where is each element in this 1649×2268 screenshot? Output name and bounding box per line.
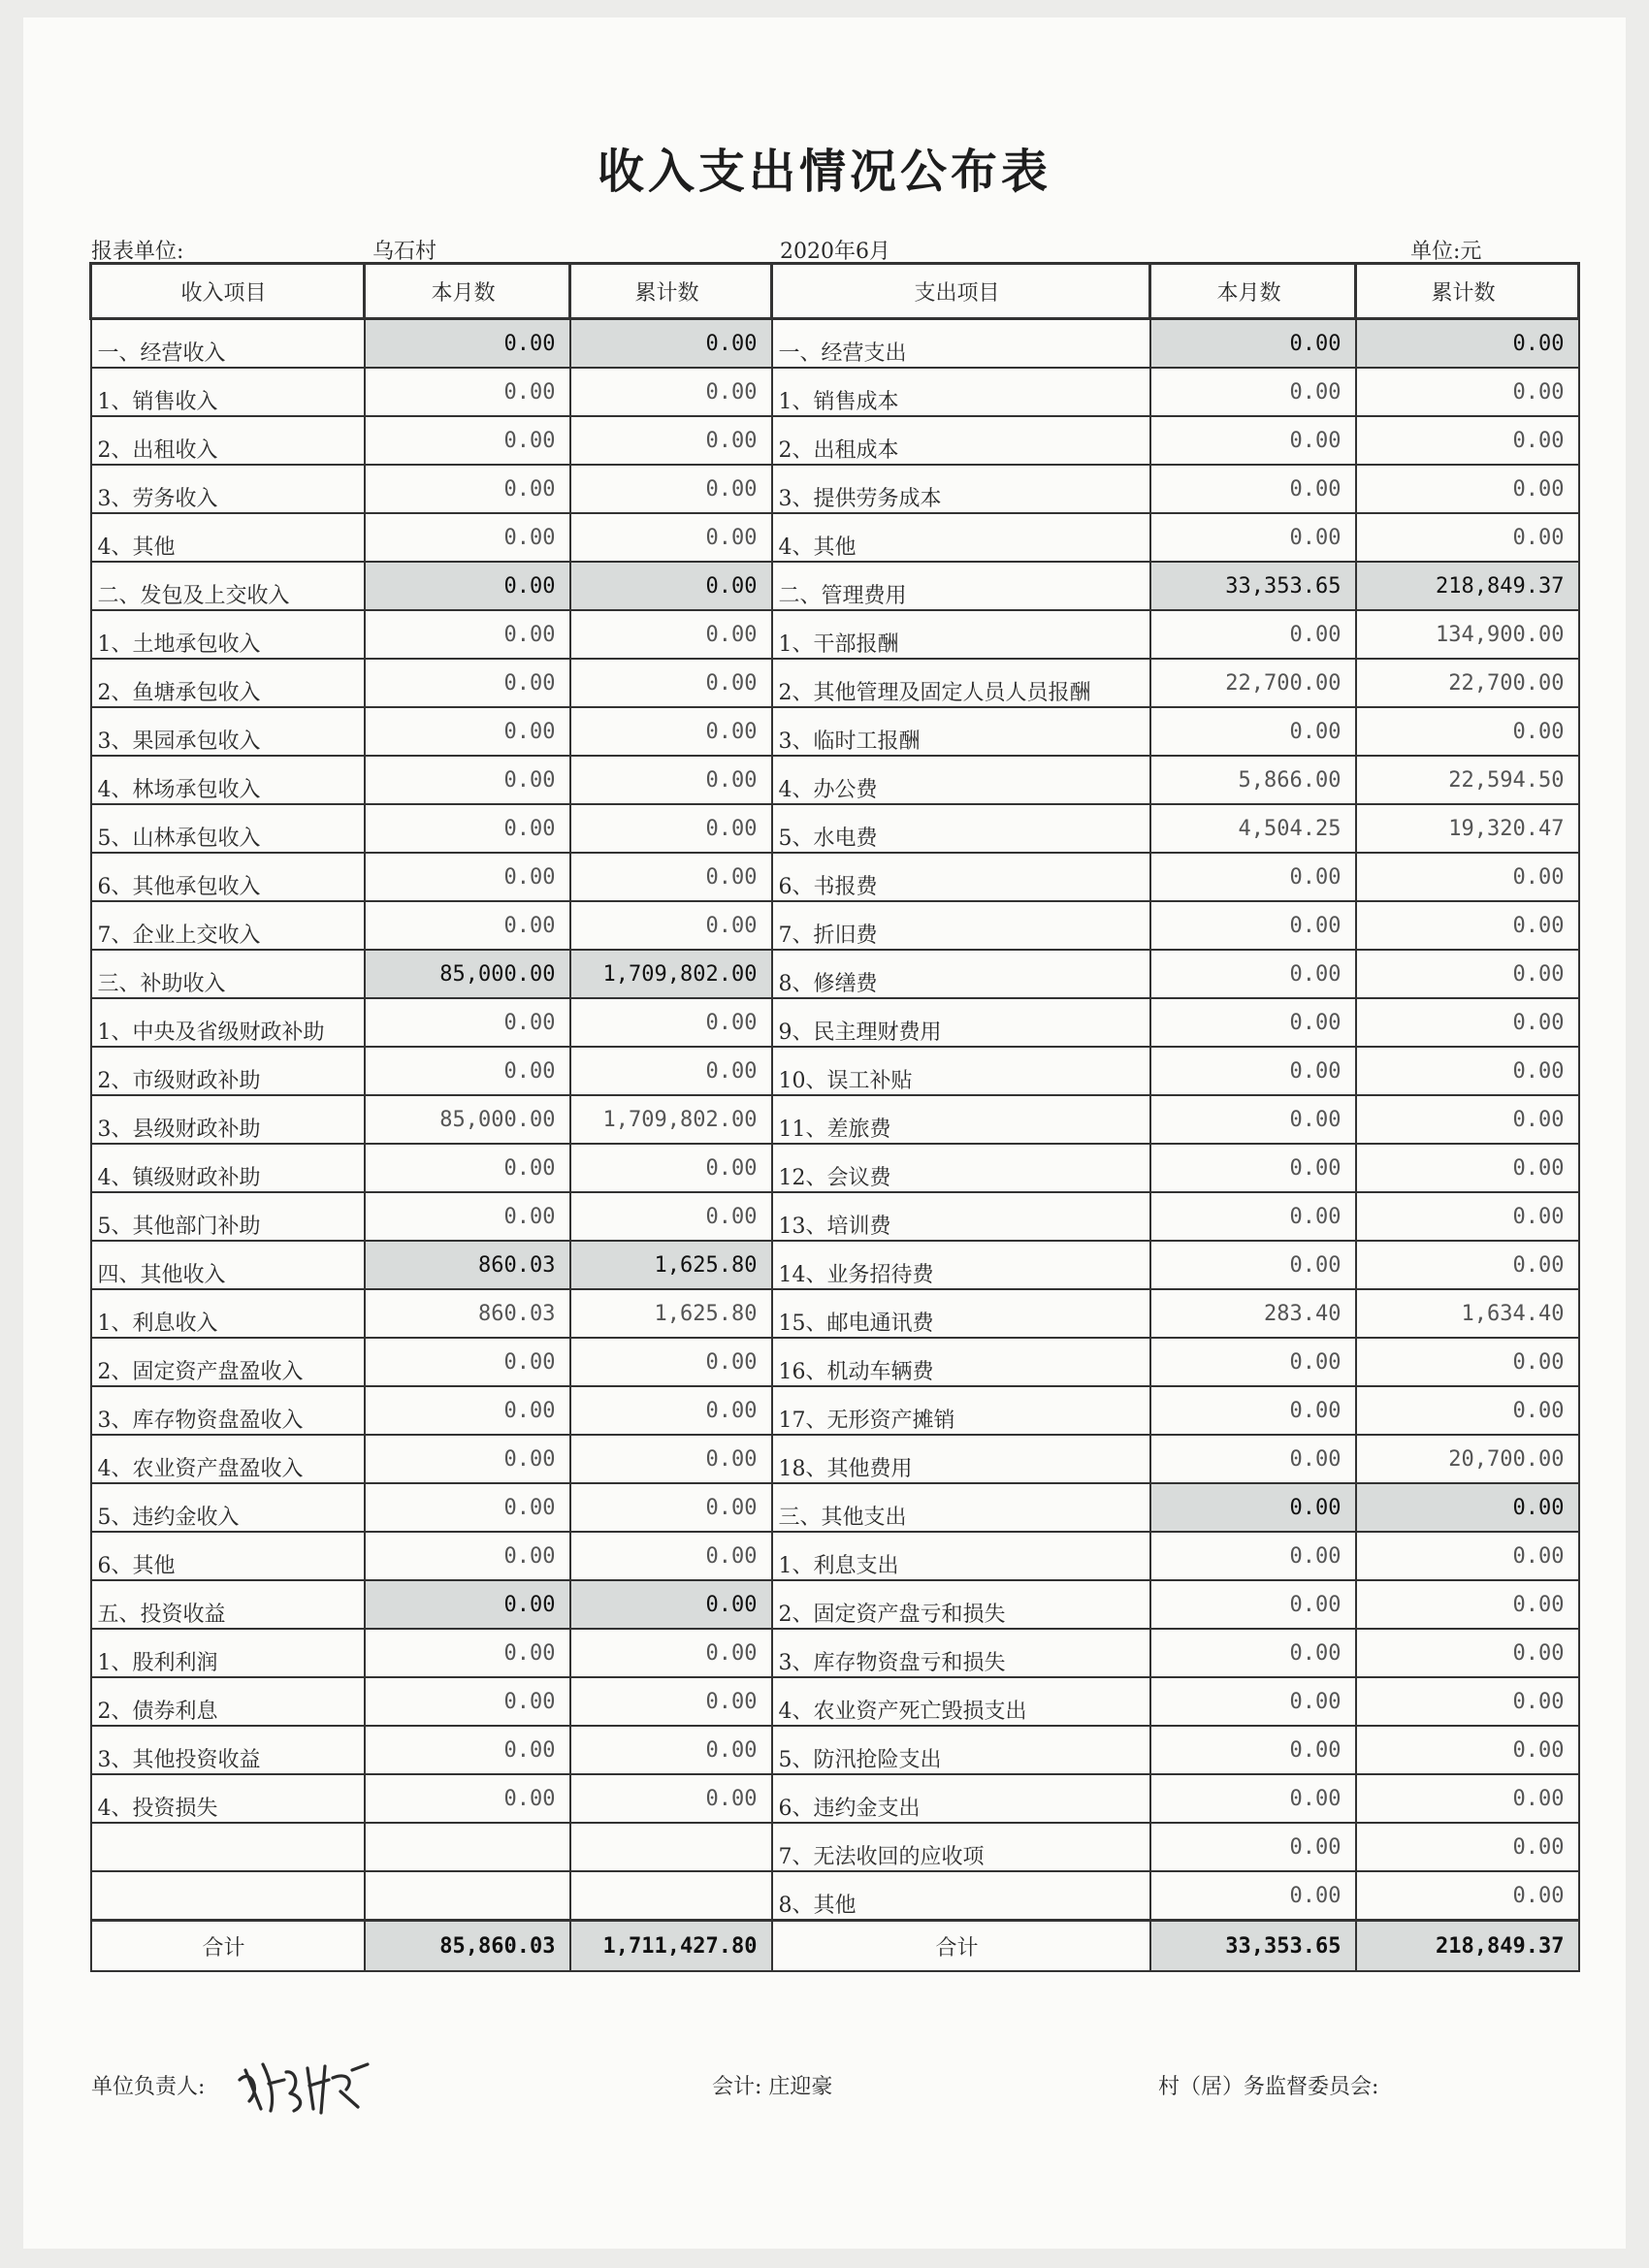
table-row — [91, 1532, 1579, 1580]
income-item — [91, 1823, 365, 1871]
expense-cumulative-value: 134,900.00 — [1356, 610, 1579, 659]
table-row — [91, 853, 1579, 901]
expense-month-value: 283.40 — [1150, 1289, 1356, 1338]
income-month-value: 0.00 — [365, 1677, 570, 1726]
income-cumulative-value: 0.00 — [570, 1532, 772, 1580]
expense-item: 11、差旅费 — [772, 1095, 1150, 1144]
expense-cumulative-value: 19,320.47 — [1356, 804, 1579, 853]
table-row — [91, 1483, 1579, 1532]
income-cumulative-value — [570, 1823, 772, 1871]
table-row — [91, 998, 1579, 1047]
income-month-value: 0.00 — [365, 1435, 570, 1483]
income-month-value: 0.00 — [365, 1192, 570, 1241]
header-expense-month: 本月数 — [1150, 264, 1356, 319]
table-row — [91, 1435, 1579, 1483]
expense-cumulative-value: 0.00 — [1356, 1871, 1579, 1921]
income-month-value: 85,000.00 — [365, 950, 570, 998]
expense-month-value: 0.00 — [1150, 1871, 1356, 1921]
expense-item: 5、水电费 — [772, 804, 1150, 853]
income-cumulative-value — [570, 1871, 772, 1921]
income-cumulative-value: 0.00 — [570, 1726, 772, 1774]
table-row — [91, 610, 1579, 659]
expense-month-value: 0.00 — [1150, 1338, 1356, 1386]
table-row — [91, 1580, 1579, 1629]
income-item: 4、其他 — [91, 513, 365, 562]
income-cumulative-value: 0.00 — [570, 1629, 772, 1677]
income-month-value: 0.00 — [365, 562, 570, 610]
table-row — [91, 562, 1579, 610]
expense-month-value: 0.00 — [1150, 1435, 1356, 1483]
income-cumulative-value: 0.00 — [570, 1144, 772, 1192]
table-row — [91, 1095, 1579, 1144]
expense-month-value: 0.00 — [1150, 1047, 1356, 1095]
income-item: 四、其他收入 — [91, 1241, 365, 1289]
income-cumulative-value: 0.00 — [570, 756, 772, 804]
table-row — [91, 368, 1579, 416]
expense-cumulative-value: 0.00 — [1356, 368, 1579, 416]
income-cumulative-value: 0.00 — [570, 562, 772, 610]
table-row — [91, 950, 1579, 998]
income-item: 1、土地承包收入 — [91, 610, 365, 659]
table-row — [91, 1047, 1579, 1095]
expense-month-value: 0.00 — [1150, 416, 1356, 465]
expense-month-value: 0.00 — [1150, 610, 1356, 659]
income-cumulative-value: 0.00 — [570, 1580, 772, 1629]
expense-cumulative-value: 0.00 — [1356, 513, 1579, 562]
expense-cumulative-value: 1,634.40 — [1356, 1289, 1579, 1338]
income-item: 1、销售收入 — [91, 368, 365, 416]
income-cumulative-value: 0.00 — [570, 416, 772, 465]
income-item: 4、镇级财政补助 — [91, 1144, 365, 1192]
income-expense-table — [89, 262, 1580, 1972]
income-item: 5、其他部门补助 — [91, 1192, 365, 1241]
income-cumulative-value: 0.00 — [570, 804, 772, 853]
expense-total-cumulative: 218,849.37 — [1356, 1921, 1579, 1972]
header-expense-item: 支出项目 — [772, 264, 1150, 319]
income-month-value: 0.00 — [365, 513, 570, 562]
header-expense-cumulative: 累计数 — [1356, 264, 1579, 319]
income-item: 1、中央及省级财政补助 — [91, 998, 365, 1047]
table-row — [91, 513, 1579, 562]
income-item: 2、固定资产盘盈收入 — [91, 1338, 365, 1386]
income-month-value: 0.00 — [365, 998, 570, 1047]
income-item: 二、发包及上交收入 — [91, 562, 365, 610]
income-item: 2、鱼塘承包收入 — [91, 659, 365, 707]
income-month-value: 0.00 — [365, 1532, 570, 1580]
expense-item: 17、无形资产摊销 — [772, 1386, 1150, 1435]
expense-month-value: 0.00 — [1150, 1095, 1356, 1144]
expense-item: 4、办公费 — [772, 756, 1150, 804]
expense-month-value: 0.00 — [1150, 1532, 1356, 1580]
expense-cumulative-value: 0.00 — [1356, 1823, 1579, 1871]
income-cumulative-value: 1,709,802.00 — [570, 950, 772, 998]
table-row — [91, 1289, 1579, 1338]
expense-month-value: 5,866.00 — [1150, 756, 1356, 804]
report-page — [23, 17, 1626, 2249]
expense-total-label: 合计 — [772, 1921, 1150, 1972]
expense-cumulative-value: 0.00 — [1356, 707, 1579, 756]
expense-cumulative-value: 0.00 — [1356, 1386, 1579, 1435]
income-month-value: 0.00 — [365, 1144, 570, 1192]
footer-accountant: 会计: 庄迎豪 — [712, 2075, 833, 2099]
expense-month-value: 0.00 — [1150, 513, 1356, 562]
expense-month-value: 0.00 — [1150, 319, 1356, 369]
expense-cumulative-value: 0.00 — [1356, 1241, 1579, 1289]
expense-item: 13、培训费 — [772, 1192, 1150, 1241]
income-item: 6、其他承包收入 — [91, 853, 365, 901]
income-month-value: 0.00 — [365, 1580, 570, 1629]
income-item: 1、利息收入 — [91, 1289, 365, 1338]
income-total-label: 合计 — [91, 1921, 365, 1972]
income-month-value: 860.03 — [365, 1241, 570, 1289]
table-row — [91, 1386, 1579, 1435]
total-row — [91, 1921, 1579, 1972]
income-month-value: 0.00 — [365, 901, 570, 950]
income-cumulative-value: 0.00 — [570, 465, 772, 513]
expense-cumulative-value: 0.00 — [1356, 1532, 1579, 1580]
expense-month-value: 0.00 — [1150, 1386, 1356, 1435]
expense-item: 二、管理费用 — [772, 562, 1150, 610]
income-month-value: 0.00 — [365, 1338, 570, 1386]
expense-item: 1、干部报酬 — [772, 610, 1150, 659]
income-item: 五、投资收益 — [91, 1580, 365, 1629]
expense-cumulative-value: 0.00 — [1356, 1726, 1579, 1774]
income-cumulative-value: 0.00 — [570, 368, 772, 416]
income-month-value — [365, 1823, 570, 1871]
income-item: 3、果园承包收入 — [91, 707, 365, 756]
expense-item: 4、农业资产死亡毁损支出 — [772, 1677, 1150, 1726]
income-item: 5、违约金收入 — [91, 1483, 365, 1532]
expense-item: 1、利息支出 — [772, 1532, 1150, 1580]
income-cumulative-value: 0.00 — [570, 853, 772, 901]
income-cumulative-value: 1,709,802.00 — [570, 1095, 772, 1144]
table-row — [91, 659, 1579, 707]
expense-item: 3、库存物资盘亏和损失 — [772, 1629, 1150, 1677]
income-cumulative-value: 0.00 — [570, 998, 772, 1047]
income-month-value: 0.00 — [365, 756, 570, 804]
expense-cumulative-value: 0.00 — [1356, 1144, 1579, 1192]
income-item: 4、投资损失 — [91, 1774, 365, 1823]
income-month-value: 860.03 — [365, 1289, 570, 1338]
table-row — [91, 901, 1579, 950]
income-cumulative-value: 0.00 — [570, 1047, 772, 1095]
table-row — [91, 707, 1579, 756]
income-month-value: 0.00 — [365, 1726, 570, 1774]
income-cumulative-value: 0.00 — [570, 1774, 772, 1823]
expense-month-value: 0.00 — [1150, 998, 1356, 1047]
expense-item: 6、违约金支出 — [772, 1774, 1150, 1823]
expense-item: 7、折旧费 — [772, 901, 1150, 950]
expense-month-value: 0.00 — [1150, 1580, 1356, 1629]
income-item: 4、农业资产盘盈收入 — [91, 1435, 365, 1483]
income-month-value: 0.00 — [365, 416, 570, 465]
income-cumulative-value: 0.00 — [570, 1483, 772, 1532]
table-header-row — [91, 264, 1579, 319]
expense-cumulative-value: 0.00 — [1356, 901, 1579, 950]
expense-total-month: 33,353.65 — [1150, 1921, 1356, 1972]
expense-item: 15、邮电通讯费 — [772, 1289, 1150, 1338]
income-month-value: 0.00 — [365, 1774, 570, 1823]
income-item: 3、库存物资盘盈收入 — [91, 1386, 365, 1435]
expense-item: 4、其他 — [772, 513, 1150, 562]
expense-item: 18、其他费用 — [772, 1435, 1150, 1483]
income-cumulative-value: 0.00 — [570, 707, 772, 756]
expense-month-value: 0.00 — [1150, 1726, 1356, 1774]
meta-period: 2020年6月 — [780, 240, 890, 264]
expense-month-value: 33,353.65 — [1150, 562, 1356, 610]
meta-unit-label: 报表单位: — [91, 240, 184, 264]
table-row — [91, 465, 1579, 513]
table-row — [91, 1629, 1579, 1677]
header-income-item: 收入项目 — [91, 264, 365, 319]
expense-cumulative-value: 0.00 — [1356, 1047, 1579, 1095]
expense-item: 14、业务招待费 — [772, 1241, 1150, 1289]
table-body — [91, 319, 1579, 1921]
expense-cumulative-value: 0.00 — [1356, 1677, 1579, 1726]
table-row — [91, 1241, 1579, 1289]
footer-supervisory-committee: 村（居）务监督委员会: — [1158, 2075, 1379, 2099]
expense-item: 8、其他 — [772, 1871, 1150, 1921]
table-row — [91, 1726, 1579, 1774]
expense-month-value: 0.00 — [1150, 1483, 1356, 1532]
income-item: 3、劳务收入 — [91, 465, 365, 513]
table-row — [91, 1192, 1579, 1241]
income-cumulative-value: 1,625.80 — [570, 1289, 772, 1338]
income-cumulative-value: 0.00 — [570, 513, 772, 562]
income-month-value: 0.00 — [365, 1629, 570, 1677]
income-cumulative-value: 0.00 — [570, 659, 772, 707]
expense-month-value: 0.00 — [1150, 853, 1356, 901]
expense-month-value: 0.00 — [1150, 1241, 1356, 1289]
expense-month-value: 0.00 — [1150, 1629, 1356, 1677]
expense-month-value: 0.00 — [1150, 465, 1356, 513]
expense-month-value: 0.00 — [1150, 950, 1356, 998]
meta-org-name: 乌石村 — [372, 240, 437, 264]
header-income-month: 本月数 — [365, 264, 570, 319]
income-month-value: 0.00 — [365, 465, 570, 513]
expense-cumulative-value: 0.00 — [1356, 853, 1579, 901]
income-month-value: 0.00 — [365, 610, 570, 659]
income-month-value: 0.00 — [365, 1483, 570, 1532]
income-cumulative-value: 0.00 — [570, 319, 772, 369]
income-item: 三、补助收入 — [91, 950, 365, 998]
income-item: 4、林场承包收入 — [91, 756, 365, 804]
table-row — [91, 1823, 1579, 1871]
expense-month-value: 0.00 — [1150, 1192, 1356, 1241]
income-cumulative-value: 0.00 — [570, 1435, 772, 1483]
expense-cumulative-value: 0.00 — [1356, 319, 1579, 369]
expense-item: 12、会议费 — [772, 1144, 1150, 1192]
expense-month-value: 0.00 — [1150, 707, 1356, 756]
income-cumulative-value: 1,625.80 — [570, 1241, 772, 1289]
income-month-value: 85,000.00 — [365, 1095, 570, 1144]
expense-item: 一、经营支出 — [772, 319, 1150, 369]
expense-cumulative-value: 22,594.50 — [1356, 756, 1579, 804]
expense-item: 5、防汛抢险支出 — [772, 1726, 1150, 1774]
table-row — [91, 1677, 1579, 1726]
table-row — [91, 1871, 1579, 1921]
handwritten-signature — [232, 2051, 377, 2119]
expense-item: 3、临时工报酬 — [772, 707, 1150, 756]
expense-item: 3、提供劳务成本 — [772, 465, 1150, 513]
expense-cumulative-value: 0.00 — [1356, 950, 1579, 998]
expense-cumulative-value: 0.00 — [1356, 998, 1579, 1047]
income-item: 2、市级财政补助 — [91, 1047, 365, 1095]
expense-month-value: 0.00 — [1150, 901, 1356, 950]
income-cumulative-value: 0.00 — [570, 1192, 772, 1241]
income-cumulative-value: 0.00 — [570, 1677, 772, 1726]
expense-item: 1、销售成本 — [772, 368, 1150, 416]
expense-month-value: 0.00 — [1150, 1677, 1356, 1726]
expense-item: 7、无法收回的应收项 — [772, 1823, 1150, 1871]
income-month-value: 0.00 — [365, 853, 570, 901]
expense-item: 2、固定资产盘亏和损失 — [772, 1580, 1150, 1629]
income-month-value — [365, 1871, 570, 1921]
income-item: 7、企业上交收入 — [91, 901, 365, 950]
income-month-value: 0.00 — [365, 804, 570, 853]
expense-item: 三、其他支出 — [772, 1483, 1150, 1532]
expense-cumulative-value: 0.00 — [1356, 1192, 1579, 1241]
report-title: 收入支出情况公布表 — [597, 145, 1051, 199]
header-income-cumulative: 累计数 — [570, 264, 772, 319]
income-month-value: 0.00 — [365, 659, 570, 707]
expense-item: 2、其他管理及固定人员人员报酬 — [772, 659, 1150, 707]
income-item: 2、出租收入 — [91, 416, 365, 465]
income-total-cumulative: 1,711,427.80 — [570, 1921, 772, 1972]
table-row — [91, 1144, 1579, 1192]
expense-cumulative-value: 0.00 — [1356, 1774, 1579, 1823]
table-row — [91, 319, 1579, 369]
table-row — [91, 804, 1579, 853]
expense-item: 9、民主理财费用 — [772, 998, 1150, 1047]
income-cumulative-value: 0.00 — [570, 1386, 772, 1435]
income-month-value: 0.00 — [365, 1386, 570, 1435]
income-cumulative-value: 0.00 — [570, 610, 772, 659]
income-month-value: 0.00 — [365, 707, 570, 756]
income-total-month: 85,860.03 — [365, 1921, 570, 1972]
expense-cumulative-value: 0.00 — [1356, 465, 1579, 513]
expense-month-value: 0.00 — [1150, 368, 1356, 416]
expense-item: 16、机动车辆费 — [772, 1338, 1150, 1386]
expense-cumulative-value: 20,700.00 — [1356, 1435, 1579, 1483]
table-row — [91, 1774, 1579, 1823]
expense-month-value: 4,504.25 — [1150, 804, 1356, 853]
income-cumulative-value: 0.00 — [570, 1338, 772, 1386]
table-row — [91, 1338, 1579, 1386]
expense-month-value: 0.00 — [1150, 1823, 1356, 1871]
income-item: 1、股利利润 — [91, 1629, 365, 1677]
expense-month-value: 0.00 — [1150, 1774, 1356, 1823]
expense-month-value: 22,700.00 — [1150, 659, 1356, 707]
expense-cumulative-value: 218,849.37 — [1356, 562, 1579, 610]
expense-cumulative-value: 0.00 — [1356, 1580, 1579, 1629]
expense-cumulative-value: 0.00 — [1356, 1338, 1579, 1386]
income-item: 6、其他 — [91, 1532, 365, 1580]
footer-unit-leader: 单位负责人: — [91, 2075, 206, 2099]
expense-item: 2、出租成本 — [772, 416, 1150, 465]
income-item: 5、山林承包收入 — [91, 804, 365, 853]
expense-month-value: 0.00 — [1150, 1144, 1356, 1192]
table-row — [91, 416, 1579, 465]
expense-cumulative-value: 0.00 — [1356, 416, 1579, 465]
expense-cumulative-value: 0.00 — [1356, 1483, 1579, 1532]
income-month-value: 0.00 — [365, 1047, 570, 1095]
expense-cumulative-value: 0.00 — [1356, 1629, 1579, 1677]
income-item: 3、其他投资收益 — [91, 1726, 365, 1774]
expense-cumulative-value: 0.00 — [1356, 1095, 1579, 1144]
income-month-value: 0.00 — [365, 319, 570, 369]
income-item: 一、经营收入 — [91, 319, 365, 369]
income-item: 2、债券利息 — [91, 1677, 365, 1726]
income-month-value: 0.00 — [365, 368, 570, 416]
table-row — [91, 756, 1579, 804]
expense-item: 10、误工补贴 — [772, 1047, 1150, 1095]
income-item — [91, 1871, 365, 1921]
meta-currency-unit: 单位:元 — [1410, 240, 1482, 264]
income-item: 3、县级财政补助 — [91, 1095, 365, 1144]
expense-item: 6、书报费 — [772, 853, 1150, 901]
income-cumulative-value: 0.00 — [570, 901, 772, 950]
expense-item: 8、修缮费 — [772, 950, 1150, 998]
expense-cumulative-value: 22,700.00 — [1356, 659, 1579, 707]
